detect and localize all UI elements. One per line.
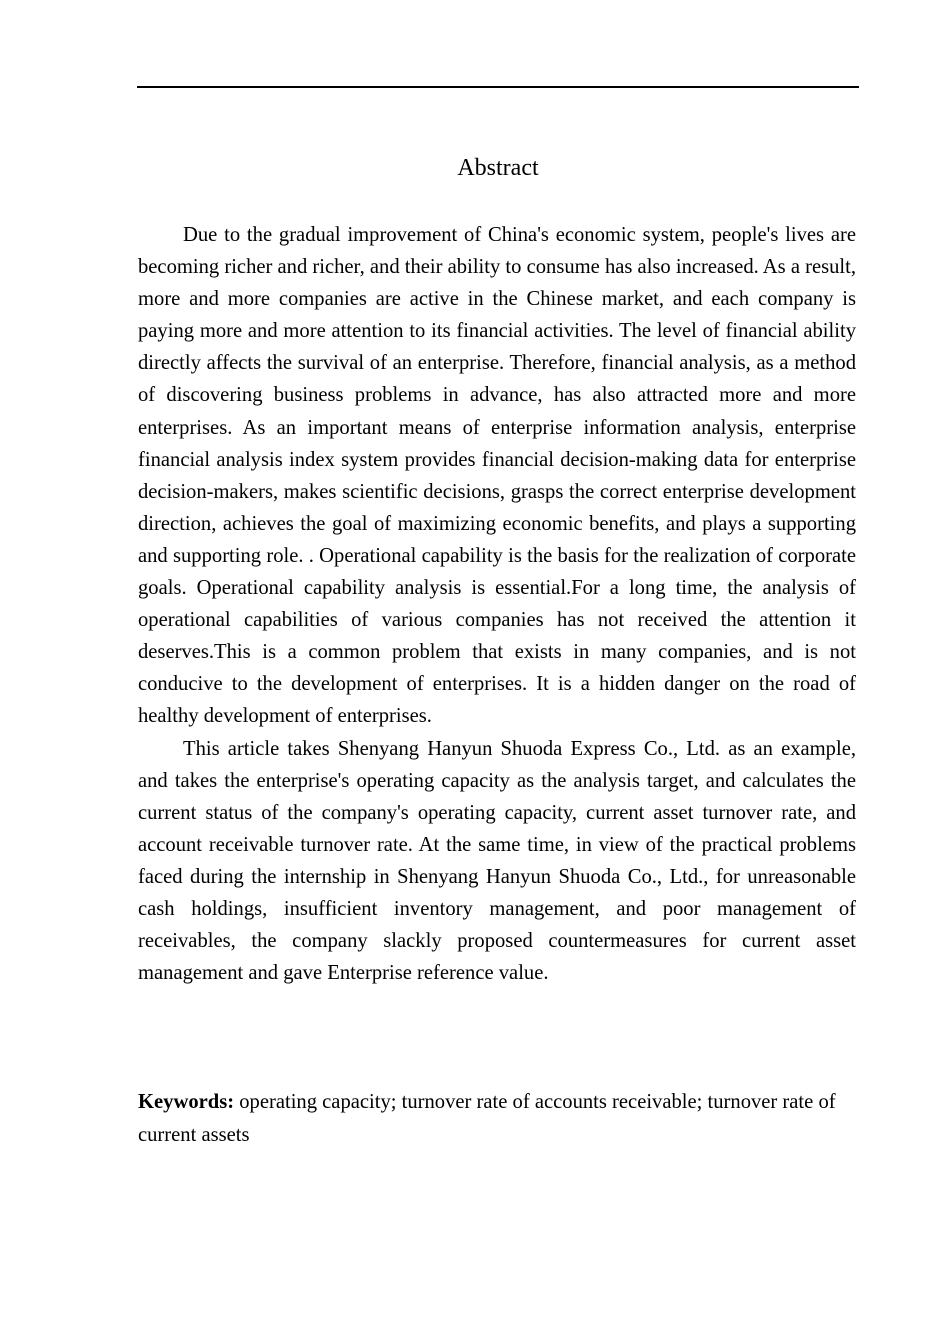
abstract-paragraph-2: This article takes Shenyang Hanyun Shuoda Express Co., Ltd. as an example, and takes the enterprise's operating capacity as the analysis target, and calculates the current status of the company's operating capacity, current asset turnover rate, and account receivable turnover rate. At the same time, in view of the practical problems faced during the internship in Shenyang Hanyun Shuoda Co., Ltd., for unreasonable cash holdings, insufficient inventory management, and poor management of receivables, the company slackly proposed countermeasures for current asset management and gave Enterprise reference value. [138, 737, 856, 985]
page-title: Abstract [457, 155, 539, 181]
abstract-paragraph-1: Due to the gradual improvement of China's economic system, people's lives are becoming richer and richer, and their ability to consume has also increased. As a result, more and more companies are active in the Chinese market, and each company is paying more and more attention to its financial activities. The level of financial ability directly affects the survival of an enterprise. Therefore, financial analysis, as a method of discovering business problems in advance, has also attracted more and more enterprises. As an important means of enterprise information analysis, enterprise financial analysis index system provides financial decision-making data for enterprise decision-makers, makes scientific decisions, grasps the correct enterprise development direction, achieves the goal of maximizing economic benefits, and plays a supporting and supporting role. . Operational capability is the basis for the realization of corporate goals. Operational capability analysis is essential.For a long time, the analysis of operational capabilities of various companies has not received the attention it deserves.This is a common problem that exists in many companies, and is not conducive to the development of enterprises. It is a hidden danger on the road of healthy development of enterprises. [138, 224, 857, 728]
header-rule [137, 86, 859, 88]
keywords-line [138, 1086, 856, 1151]
abstract-body [138, 219, 856, 989]
keywords-text: operating capacity; turnover rate of accounts receivable; turnover rate of current assets [138, 1091, 836, 1146]
keywords-label: Keywords: [138, 1091, 235, 1113]
